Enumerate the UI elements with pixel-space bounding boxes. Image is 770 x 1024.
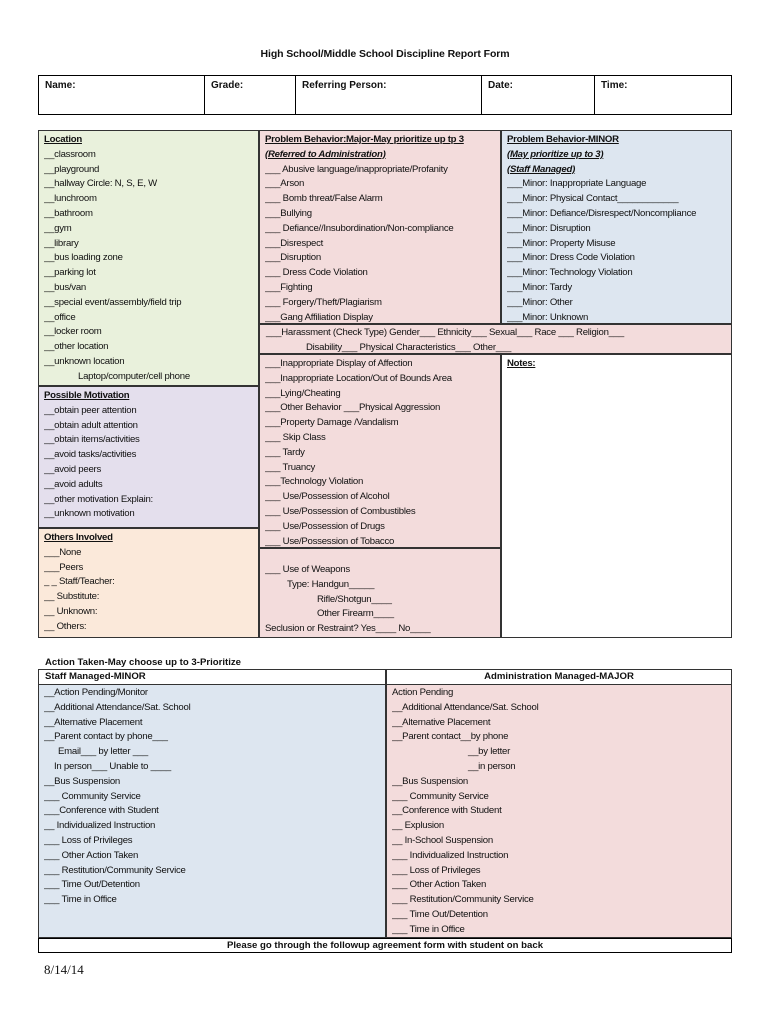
others-heading: Others Involved [44,532,113,543]
staff-action-item[interactable]: In person___ Unable to ____ [54,760,171,772]
admin-action-item[interactable]: __Alternative Placement [392,716,491,728]
location-item[interactable]: __bathroom [44,207,93,219]
major-item[interactable]: ___Inappropriate Location/Out of Bounds Area [265,372,452,384]
major-item[interactable]: ___ Abusive language/inappropriate/Profanity [265,163,448,175]
major-item[interactable]: ___ Dress Code Violation [265,267,368,279]
major-item[interactable]: ___Property Damage /Vandalism [265,417,399,429]
major-item[interactable]: ___ Bomb threat/False Alarm [265,193,383,205]
footer-note: Please go through the followup agreement form with student on back [38,938,732,953]
staff-heading: Staff Managed-MINOR [39,670,385,685]
motivation-item[interactable]: __other motivation Explain: [44,493,153,505]
motivation-item[interactable]: __obtain adult attention [44,419,138,431]
admin-action-item[interactable]: __ In-School Suspension [392,834,493,846]
major-heading: Problem Behavior:Major-May prioritize up tp 3 [265,134,464,145]
seclusion-question[interactable]: Seclusion or Restraint? Yes____ No____ [265,623,431,635]
major-item[interactable]: ___Fighting [265,281,313,293]
motivation-item[interactable]: __obtain peer attention [44,404,137,416]
location-item[interactable]: __playground [44,163,100,175]
staff-action-item[interactable]: __Action Pending/Monitor [44,687,148,698]
action-title: Action Taken-May choose up to 3-Prioritize [45,657,241,668]
location-item[interactable]: __other location [44,341,109,353]
notes-label: Notes: [507,358,536,369]
weapons-section [259,548,501,638]
location-item[interactable]: __locker room [44,326,102,338]
motivation-section [38,386,259,528]
minor-item[interactable]: ___Minor: Dress Code Violation [507,252,635,264]
major-subheading: (Referred to Administration) [265,148,386,160]
staff-action-item[interactable]: ___ Time Out/Detention [44,879,140,891]
location-item[interactable]: __hallway Circle: N, S, E, W [44,178,157,190]
grade-field[interactable]: Grade: [205,76,296,114]
weapons-firearm[interactable]: Other Firearm____ [317,608,394,620]
time-field[interactable]: Time: [601,80,628,91]
minor-item[interactable]: ___Minor: Technology Violation [507,267,633,279]
motivation-item[interactable]: __avoid adults [44,478,103,490]
harassment-row [259,324,732,354]
admin-action-item[interactable]: ___ Loss of Privileges [392,864,481,876]
header-fields-row [38,75,732,115]
staff-action-item[interactable]: Email___ by letter ___ [58,746,148,758]
minor-item[interactable]: ___Minor: Unknown [507,311,589,323]
minor-item[interactable]: ___Minor: Other [507,296,573,308]
major-item[interactable]: ___Inappropriate Display of Affection [265,358,413,369]
minor-item[interactable]: ___Minor: Tardy [507,281,572,293]
minor-behavior-section [501,130,732,324]
others-item[interactable]: __ Unknown: [44,605,98,617]
staff-action-item[interactable]: __Parent contact by phone___ [44,731,168,743]
minor-heading: Problem Behavior-MINOR [507,134,619,145]
motivation-item[interactable]: __avoid peers [44,463,102,475]
major-item[interactable]: ___Bullying [265,207,312,219]
major-item[interactable]: ___Other Behavior ___Physical Aggression [265,402,441,414]
location-item[interactable]: __special event/assembly/field trip [44,296,182,308]
others-item[interactable]: ___Peers [44,561,84,573]
others-item[interactable]: _ _ Staff/Teacher: [44,576,115,588]
minor-subheading-2: (Staff Managed) [507,163,576,175]
admin-action-item[interactable]: __Conference with Student [392,805,502,817]
form-title: High School/Middle School Discipline Report Form [260,48,510,60]
admin-action-item[interactable]: Action Pending [392,687,454,698]
admin-action-item[interactable]: __Additional Attendance/Sat. School [392,701,539,713]
staff-action-item[interactable]: __Alternative Placement [44,716,143,728]
admin-action-item[interactable]: ___ Community Service [392,790,489,802]
referring-person-field[interactable]: Referring Person: [296,76,482,114]
major-item[interactable]: ___ Use/Possession of Combustibles [265,505,416,517]
minor-item[interactable]: ___Minor: Disruption [507,222,591,234]
others-involved-section [38,528,259,638]
minor-subheading-1: (May prioritize up to 3) [507,148,604,160]
motivation-item[interactable]: __unknown motivation [44,508,135,520]
staff-action-item[interactable]: __Additional Attendance/Sat. School [44,701,191,713]
location-item[interactable]: __library [44,237,79,249]
harassment-line-2[interactable]: Disability___ Physical Characteristics___ Other___ [306,341,512,353]
staff-action-item[interactable]: ___ Time in Office [44,894,117,906]
staff-action-item[interactable]: ___Conference with Student [44,805,159,817]
location-item[interactable]: __bus loading zone [44,252,123,264]
others-item[interactable]: __ Substitute: [44,591,100,603]
major-item[interactable]: ___Disrespect [265,237,324,249]
major-item[interactable]: ___Lying/Cheating [265,387,341,399]
location-item[interactable]: __office [44,311,76,323]
staff-action-item[interactable]: ___ Other Action Taken [44,849,139,861]
staff-action-item[interactable]: ___ Loss of Privileges [44,834,133,846]
admin-action-section [386,669,732,938]
location-item[interactable]: __parking lot [44,267,96,279]
staff-action-item[interactable]: ___ Community Service [44,790,141,802]
staff-action-item[interactable]: __ Individualized Instruction [44,820,156,832]
location-item[interactable]: __gym [44,222,72,234]
location-sub-item[interactable]: Laptop/computer/cell phone [78,370,190,382]
minor-item[interactable]: ___Minor: Defiance/Disrespect/Noncompliance [507,207,697,219]
admin-action-item[interactable]: ___ Restitution/Community Service [392,894,534,906]
name-field[interactable]: Name: [39,76,205,114]
admin-action-item[interactable]: ___ Time in Office [392,923,465,935]
admin-action-item[interactable]: ___ Time Out/Detention [392,908,488,920]
major-item[interactable]: ___ Skip Class [265,431,326,443]
staff-action-item[interactable]: ___ Restitution/Community Service [44,864,186,876]
admin-action-item[interactable]: ___ Other Action Taken [392,879,487,891]
location-heading: Location [44,134,82,145]
major-item[interactable]: ___ Defiance//Insubordination/Non-compliance [265,222,454,234]
others-item[interactable]: __ Others: [44,620,87,632]
notes-section[interactable] [501,354,732,638]
minor-item[interactable]: ___Minor: Physical Contact____________ [507,193,679,205]
weapons-item[interactable]: ___ Use of Weapons [265,564,350,575]
motivation-item[interactable]: __obtain items/activities [44,434,140,446]
location-item[interactable]: __bus/van [44,281,87,293]
major-behavior-continued [259,354,501,548]
harassment-line-1[interactable]: ___Harassment (Check Type) Gender___ Ethnicity___ Sexual___ Race ___ Religion___ [266,327,624,338]
admin-action-item[interactable]: __ Explusion [392,820,444,832]
admin-action-item[interactable]: __Parent contact__by phone [392,731,509,743]
minor-item[interactable]: ___Minor: Property Misuse [507,237,616,249]
date-stamp: 8/14/14 [44,962,84,977]
motivation-heading: Possible Motivation [44,390,130,401]
location-section [38,130,259,386]
location-item[interactable]: __classroom [44,148,96,160]
major-item[interactable]: ___ Use/Possession of Alcohol [265,491,390,503]
location-item[interactable]: __unknown location [44,355,125,367]
major-item[interactable]: ___Arson [265,178,305,190]
admin-heading: Administration Managed-MAJOR [387,670,731,685]
minor-item[interactable]: ___Minor: Inappropriate Language [507,178,647,190]
major-item[interactable]: ___ Tardy [265,446,305,458]
admin-action-item[interactable]: __Bus Suspension [392,775,469,787]
major-item[interactable]: ___ Forgery/Theft/Plagiarism [265,296,382,308]
major-item[interactable]: ___Disruption [265,252,321,264]
major-item[interactable]: ___Gang Affiliation Display [265,311,373,323]
major-behavior-section [259,130,501,324]
motivation-item[interactable]: __avoid tasks/activities [44,449,137,461]
admin-action-item[interactable]: __in person [468,760,516,772]
staff-action-section [38,669,386,938]
admin-action-item[interactable]: __by letter [468,746,511,758]
major-item[interactable]: ___ Use/Possession of Tobacco [265,535,395,547]
major-item[interactable]: ___ Use/Possession of Drugs [265,520,385,532]
major-item[interactable]: ___ Truancy [265,461,316,473]
location-item[interactable]: __lunchroom [44,193,97,205]
staff-action-item[interactable]: __Bus Suspension [44,775,121,787]
major-item[interactable]: ___Technology Violation [265,476,364,488]
admin-action-item[interactable]: ___ Individualized Instruction [392,849,509,861]
date-field[interactable]: Date: [482,76,595,114]
weapons-rifle[interactable]: Rifle/Shotgun____ [317,593,392,605]
weapons-type[interactable]: Type: Handgun_____ [287,578,375,590]
others-item[interactable]: ___None [44,546,82,558]
